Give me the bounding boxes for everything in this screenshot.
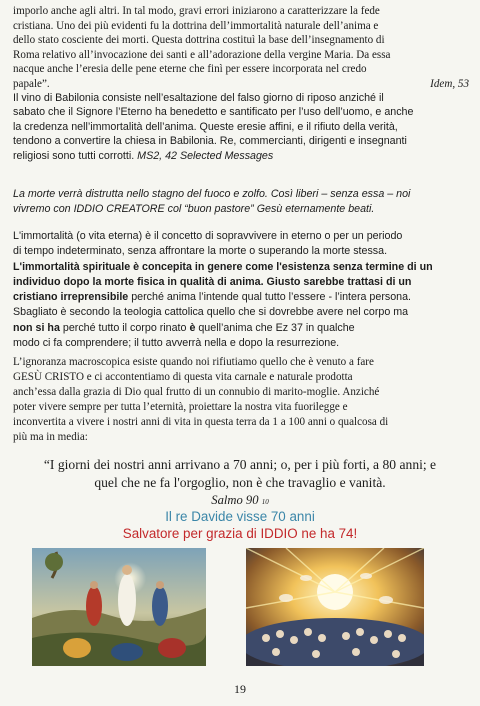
page-number: 19 xyxy=(234,682,246,696)
citation: MS2, 42 Selected Messages xyxy=(137,149,274,162)
king-david-line: Il re Davide visse 70 anni xyxy=(165,509,315,524)
psalm-reference: Salmo 90 10 xyxy=(211,493,269,507)
paragraph-5: L’ignoranza macroscopica esiste quando noi rifiutiamo quello che è venuto a fare GESÙ CRISTO e ci accontentiamo di questa vita carnale e naturale prodotta anch’essa dalla grazia di Dio qual frutto di un connubio di marito-moglie. Anziché poter vivere sempre per tutta l’eternità, proiettare la nostra vita fuorilegge e inconvertita a vivere i nostri anni di vita in questa terra da 1 a 100 anni o qualcosa di più ma in media: xyxy=(13,356,389,443)
paragraph-2: Il vino di Babilonia consiste nell’esaltazione del falso giorno di riposo anziché il sabato che il Signore l’Eterno ha benedetto e santificato per l’uso dell’uomo, e anche la credenza nell’immortalità dell’anima. Queste eresie affini, e il rifiuto della verità, tendono a convertire la chiesa in Babilonia. Re, commercianti, dirigenti e insegnanti religiosi sono tutti corrotti. MS2, 42 Selected Messages xyxy=(13,92,414,162)
paragraph-3: La morte verrà distrutta nello stagno del fuoco e zolfo. Così liberi – senza essa – noi vivremo con IDDIO CREATORE col “buon pastore” Gesù eternamente beati. xyxy=(13,188,411,215)
citation: Idem, 53 xyxy=(430,77,469,90)
heavenly-host-painting xyxy=(246,548,424,666)
paragraph-1: imporlo anche agli altri. In tal modo, gravi errori iniziarono a caratterizzare la fede cristiana. Uno dei più evidenti fu la dottrina dell’immortalità naturale dell’anima e dello stato cosciente dei morti. Questa dottrina costituì la base dell’insegnamento di Roma relativo all’invocazione dei santi e all’adorazione della vergine Maria. Da essa nacque anche l’eresia delle pene eterne che finì per essere incorporata nel credo papale”. Idem, 53 xyxy=(13,5,469,90)
paragraph-4: L'immortalità (o vita eterna) è il concetto di sopravvivere in eterno o per un periodo di tempo indeterminato, senza affrontare la morte o superando la morte stessa. L'immortalità spirituale è concepita in genere come l'esistenza senza termine di un individuo dopo la morte fisica in qualità di anima. Giusto sarebbe trattasi di un cristiano irreprensibile perché anima l’intende qual tutto l’essere - l’intera persona. Sbagliato è secondo la teologia cattolica quello che si dovrebbe avere nel corpo ma non si ha perché tutto il corpo rinato è quell’anima che Ez 37 in qualche modo ci fa comprendere; il tutto avverrà nella e dopo la resurrezione. xyxy=(13,230,433,350)
savior-line: Salvatore per grazia di IDDIO ne ha 74! xyxy=(122,526,358,541)
transfiguration-painting xyxy=(32,548,206,666)
psalm-quote: “I giorni dei nostri anni arrivano a 70 anni; o, per i più forti, a 80 anni; e quel che ne fa l'orgoglio, non è che travaglio e vanità. xyxy=(43,457,437,490)
